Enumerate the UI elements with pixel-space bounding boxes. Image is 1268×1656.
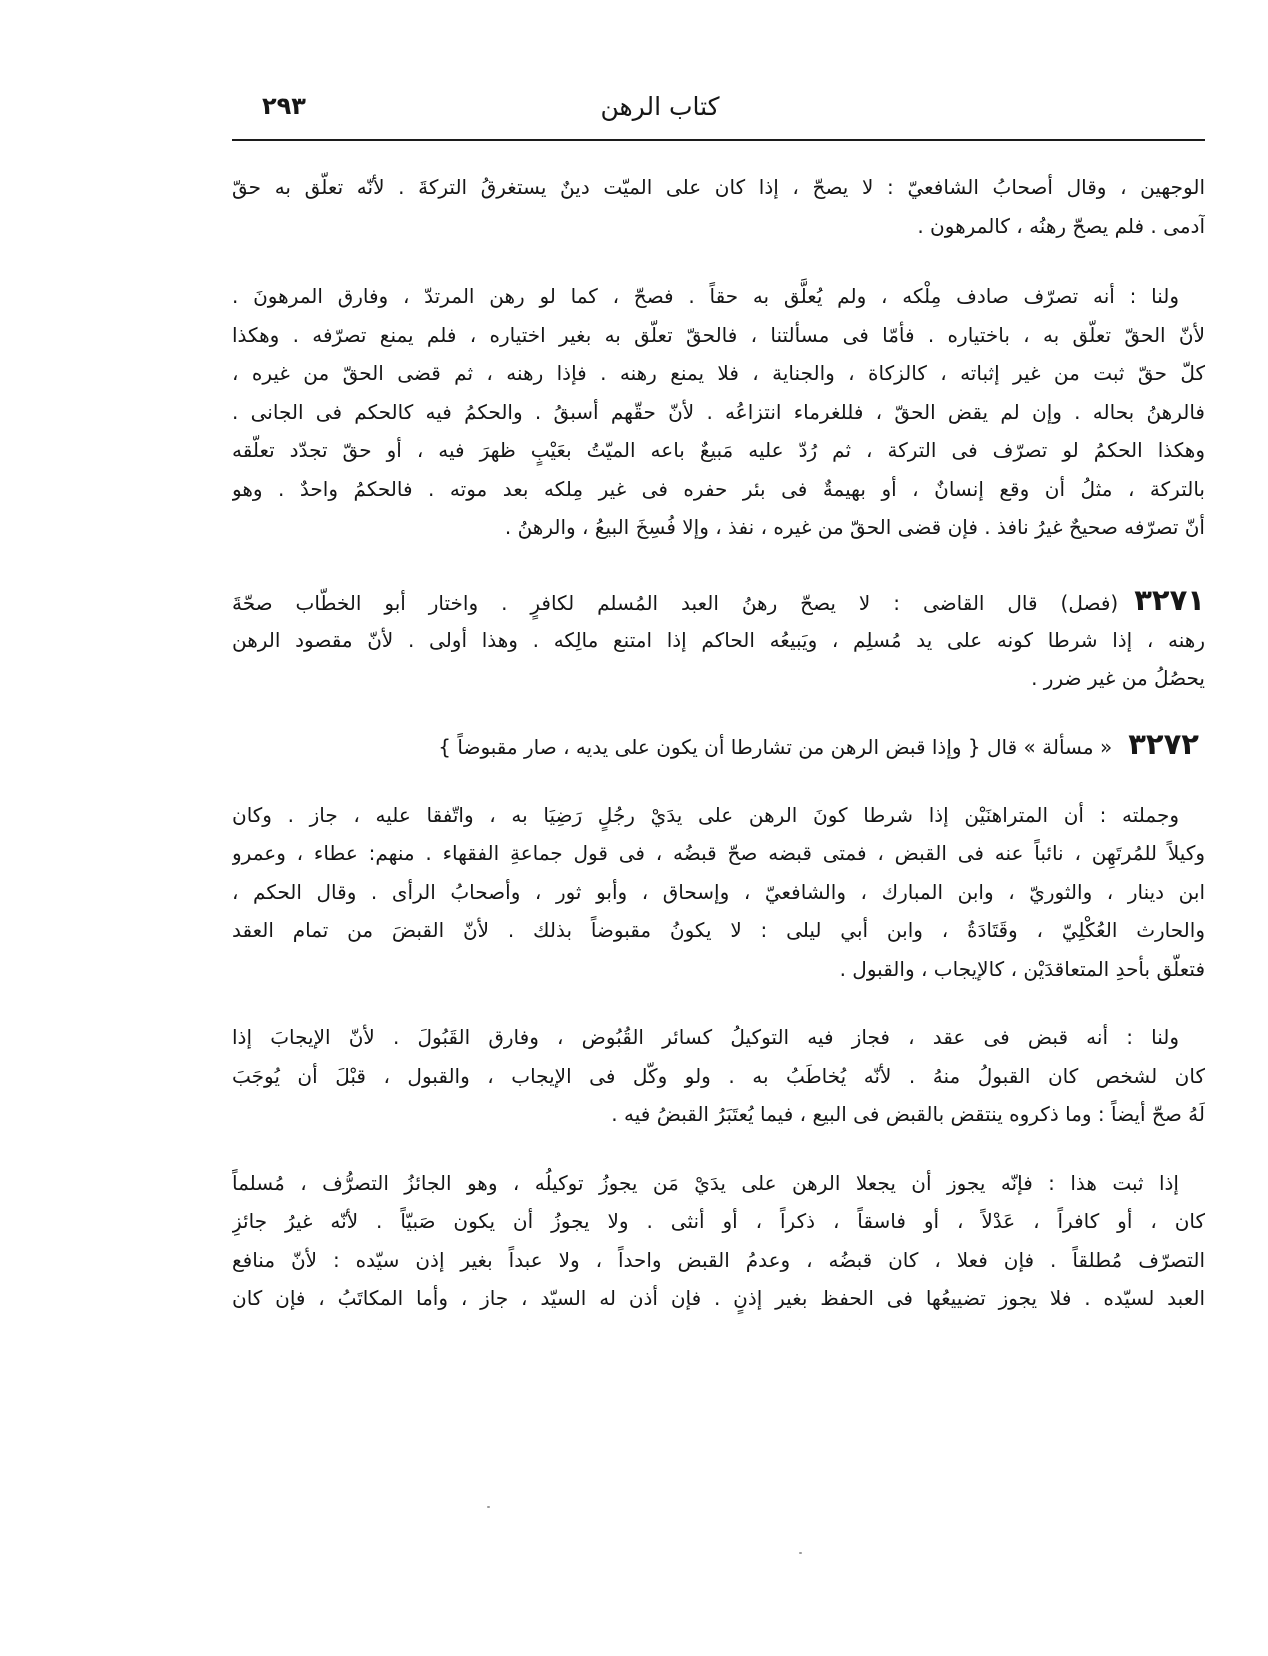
text-line: رهنه ، إذا شرطا كونه على يد مُسلِم ، ويَبيعُه الحاكم إذا امتنع مالِكه . وهذا أولى . لأنّ مقصود الرهن bbox=[232, 627, 1205, 652]
text-line: وجملته : أن المتراهنَيْن إذا شرطا كونَ الرهن على يدَيْ رجُلٍ رَضِيَا به ، واتّفقا عليه ، جاز . وكان bbox=[232, 802, 1179, 827]
paragraph bbox=[232, 277, 1205, 547]
text-line: الوجهين ، وقال أصحابُ الشافعيّ : لا يصحّ ، إذا كان على الميّت دينٌ يستغرقُ التركةَ . لأنّه تعلّق به حقّ bbox=[232, 175, 1205, 199]
text-line: فتعلّق بأحدِ المتعاقدَيْن ، كالإيجاب ، والقبول . bbox=[839, 956, 1205, 981]
section-heading bbox=[232, 722, 1205, 766]
text-line: آدمى . فلم يصحّ رهنُه ، كالمرهون . bbox=[917, 213, 1205, 238]
running-title: كتاب الرهن bbox=[600, 92, 720, 121]
text-line: العبد لسيّده . فلا يجوز تضييعُها فى الحفظ بغير إذنٍ . فإن أذن له السيّد ، جاز ، وأما المكاتَبُ ، فإن كان bbox=[232, 1286, 1205, 1310]
section-line bbox=[232, 579, 1205, 621]
page-number: ٢٩٣ bbox=[262, 92, 306, 120]
text-line: وكيلاً للمُرتَهِن ، نائباً عنه فى القبض ، فمتى قبضه صحّ قبضُه ، فى قول جماعةِ الفقهاء . منهم: عطاء ، وعمرو bbox=[232, 841, 1205, 865]
scan-speck bbox=[799, 1552, 802, 1554]
section-number: ٣٢٧١ bbox=[1134, 582, 1205, 617]
text-line: وهكذا الحكمُ لو تصرّف فى التركة ، ثم رُدّ عليه مَبيعٌ باعه الميّتُ بعَيْبٍ ظهرَ فيه ، أو حقّ تجدّد تعلّقه bbox=[232, 438, 1205, 462]
paragraph bbox=[232, 168, 1205, 245]
page-body bbox=[232, 168, 1205, 1318]
text-line: أنّ تصرّفه صحيحٌ غيرُ نافذ . فإن قضى الحقّ من غيره ، نفذ ، وإلا فُسِخَ البيعُ ، والرهنُ . bbox=[504, 515, 1205, 539]
text-line: ابن دينار ، والثوريّ ، وابن المبارك ، والشافعيّ ، وإسحاق ، وأبو ثور ، وأصحابُ الرأى . وقال الحكم ، bbox=[232, 879, 1205, 904]
text-line: كلّ حقّ ثبت من غير إثباته ، كالزكاة ، والجناية ، فلا يمنع رهنه . فإذا رهنه ، ثم قضى الحقّ من غيره ، bbox=[232, 361, 1205, 385]
page-header bbox=[232, 88, 1205, 134]
text-line: ولنا : أنه تصرّف صادف مِلْكه ، ولم يُعلَّق به حقاً . فصحّ ، كما لو رهن المرتدّ ، وفارق المرهونَ . bbox=[232, 284, 1179, 308]
text-line: إذا ثبت هذا : فإنّه يجوز أن يجعلا الرهن على يدَيْ مَن يجوزُ توكيلُه ، وهو الجائزُ التصرُّف ، مُسلماً bbox=[232, 1170, 1179, 1195]
scan-speck bbox=[487, 1506, 490, 1508]
paragraph bbox=[232, 1164, 1205, 1318]
text-line: كان ، أو كافراً ، عَدْلاً ، أو فاسقاً ، ذكراً ، أو أنثى . ولا يجوزُ أن يكون صَبيّاً . لأنّه غيرُ جائزِ bbox=[232, 1209, 1205, 1233]
paragraph bbox=[232, 796, 1205, 989]
section-number: ٣٢٧٢ bbox=[1128, 726, 1199, 761]
header-rule bbox=[232, 139, 1205, 141]
text-line: بالتركة ، مثلُ أن وقع إنسانٌ ، أو بهيمةٌ فى بئر حفره فى غير مِلكه بعد موته . فالحكمُ واحدٌ . وهو bbox=[232, 476, 1205, 501]
section-3271 bbox=[232, 579, 1205, 698]
text-line: ولنا : أنه قبض فى عقد ، فجاز فيه التوكيلُ كسائر القُبُوض ، وفارق القَبُولَ . لأنّ الإيجابَ إذا bbox=[232, 1025, 1179, 1049]
paragraph bbox=[232, 1018, 1205, 1134]
section-text: (فصل) قال القاضى : لا يصحّ رهنُ العبد المُسلم لكافرٍ . واختار أبو الخطّاب صحّةَ bbox=[232, 590, 1119, 615]
text-line: كان لشخص كان القبولُ منهُ . لأنّه يُخاطَبُ به . ولو وكّل فى الإيجاب ، والقبول ، قبْلَ أن يُوجَبَ bbox=[232, 1063, 1205, 1088]
text-line: لأنّ الحقّ تعلّق به ، باختياره . فأمّا فى مسألتنا ، فالحقّ تعلّق به بغير اختياره ، فلم يمنع تصرّفه . وهكذا bbox=[232, 322, 1205, 347]
section-3272 bbox=[232, 722, 1205, 766]
text-line: والحارث العُكْلِيّ ، وقَتَادَةُ ، وابن أبي ليلى : لا يكونُ مقبوضاً بذلك . لأنّ القبضَ من تمام العقد bbox=[232, 918, 1205, 942]
section-heading-text: « مسألة » قال { وإذا قبض الرهن من تشارطا أن يكون على يديه ، صار مقبوضاً } bbox=[438, 734, 1113, 759]
text-line: التصرّف مُطلقاً . فإن فعلا ، كان قبضُه ، وعدمُ القبض واحداً ، ولا عبداً بغير إذن سيّده : لأنّ منافع bbox=[232, 1247, 1205, 1272]
text-line: يحصُلُ من غير ضرر . bbox=[1031, 666, 1205, 690]
text-line: فالرهنُ بحاله . وإن لم يقض الحقّ ، فللغرماء انتزاعُه . لأنّ حقّهم أسبقُ . والحكمُ فيه كالحكم فى الجانى . bbox=[232, 399, 1205, 424]
text-line: لَهُ صحّ أيضاً : وما ذكروه ينتقض بالقبض فى البيع ، فيما يُعتَبَرُ القبضُ فيه . bbox=[611, 1102, 1205, 1126]
